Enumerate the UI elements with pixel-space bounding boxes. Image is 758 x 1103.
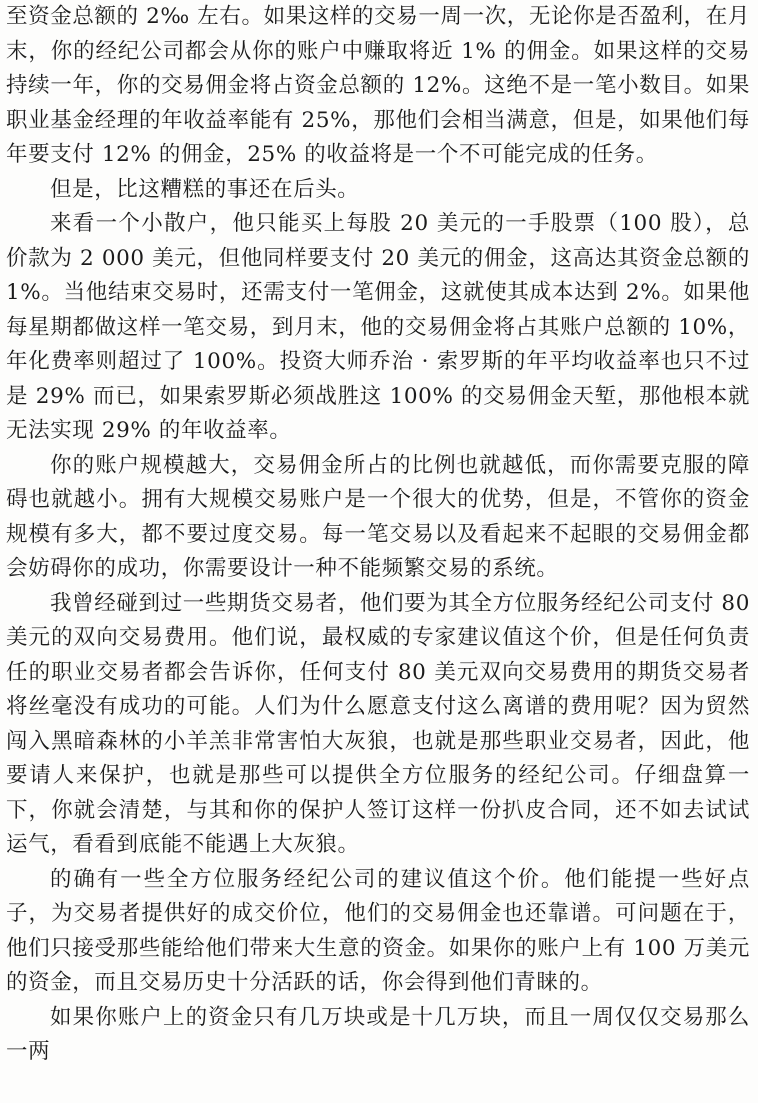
paragraph-commission-intro: 至资金总额的 2‰ 左右。如果这样的交易一周一次，无论你是否盈利，在月末，你的经纪公司都会从你的账户中赚取将近 1% 的佣金。如果这样的交易持续一年，你的交易佣金将占资金总额的 12%。这绝不是一笔小数目。如果职业基金经理的年收益率能有 25%，那他们会相当满意，但是，如果他们每年要支付 12% 的佣金，25% 的收益将是一个不可能完成的任务。 [6,4,750,167]
paragraph-account-size: 你的账户规模越大，交易佣金所占的比例也就越低，而你需要克服的障碍也就越小。拥有大规模交易账户是一个很大的优势，但是，不管你的资金规模有多大，都不要过度交易。每一笔交易以及看起来不起眼的交易佣金都会妨碍你的成功，你需要设计一种不能频繁交易的系统。 [6,452,750,581]
paragraph-small-account: 如果你账户上的资金只有几万块或是十几万块，而且一周仅仅交易那么一两 [6,1004,750,1064]
paragraph-small-trader: 来看一个小散户，他只能买上每股 20 美元的一手股票（100 股），总价款为 2 000 美元，但他同样要支付 20 美元的佣金，这高达其资金总额的 1%。当他结束交易时，还需支付一笔佣金，这就使其成本达到 2%。如果他每星期都做这样一笔交易，到月末，他的交易佣金将占其账户总额的 10%，年化费率则超过了 100%。投资大师乔治 · 索罗斯的年平均收益率也只不过是 29% 而已，如果索罗斯必须战胜这 100% 的交易佣金天堑，那他根本就无法实现 29% 的年收益率。 [6,211,750,443]
paragraph-worse-news: 但是，比这糟糕的事还在后头。 [50,176,360,202]
paragraph-futures-traders: 我曾经碰到过一些期货交易者，他们要为其全方位服务经纪公司支付 80 美元的双向交易费用。他们说，最权威的专家建议值这个价，但是任何负责任的职业交易者都会告诉你，任何支付 80 美元双向交易费用的期货交易者将丝毫没有成功的可能。人们为什么愿意支付这么离谱的费用呢？因为贸然闯入黑暗森林的小羊羔非常害怕大灰狼，也就是那些职业交易者，因此，他要请人来保护，也就是那些可以提供全方位服务的经纪公司。仔细盘算一下，你就会清楚，与其和你的保护人签订这样一份扒皮合同，还不如去试试运气，看看到底能不能遇上大灰狼。 [6,590,750,857]
paragraph-full-service-brokers: 的确有一些全方位服务经纪公司的建议值这个价。他们能提一些好点子，为交易者提供好的成交价位，他们的交易佣金也还靠谱。可问题在于，他们只接受那些能给他们带来大生意的资金。如果你的账户上有 100 万美元的资金，而且交易历史十分活跃的话，你会得到他们青睐的。 [6,866,750,995]
body-text [6,0,750,1070]
